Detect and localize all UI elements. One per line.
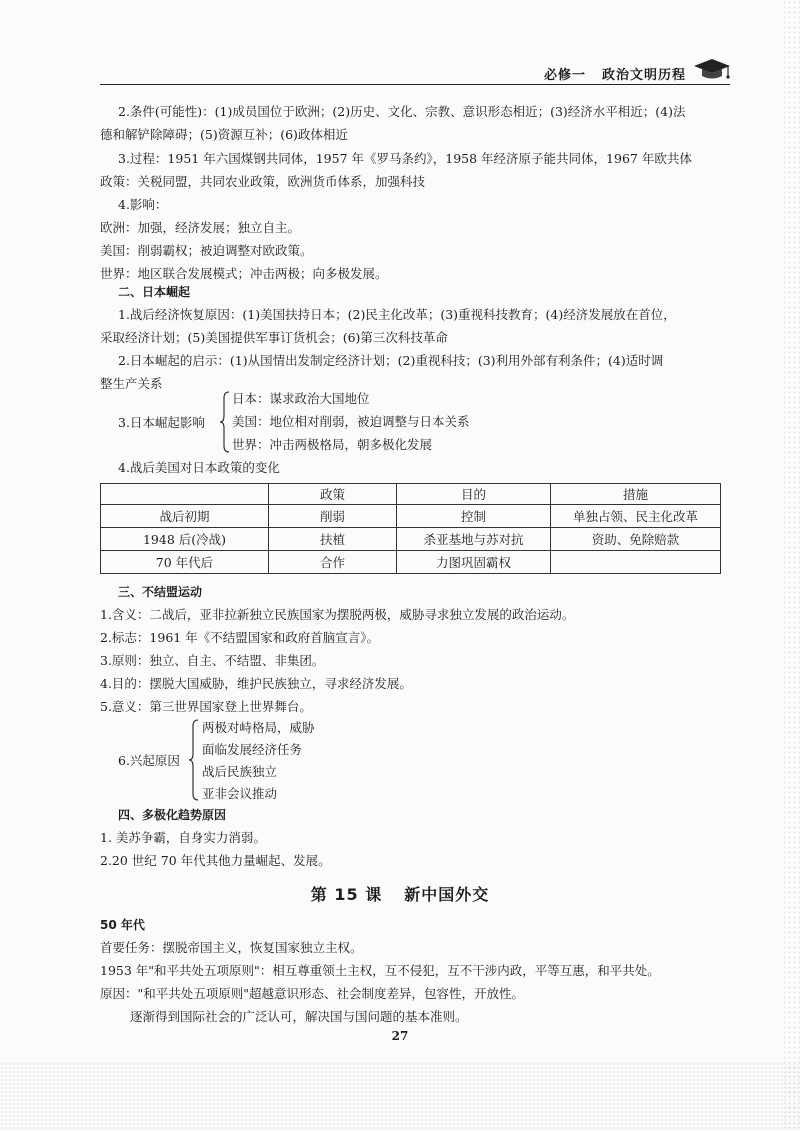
- text-line: 2.20 世纪 70 年代其他力量崛起、发展。: [100, 853, 331, 868]
- table-cell: 单独占领、民主化改革: [551, 505, 721, 528]
- scan-noise: [0, 1062, 800, 1131]
- table-row: [101, 505, 721, 528]
- text-line: 4.影响：: [118, 197, 168, 212]
- text-line: 采取经济计划；(5)美国提供军事订货机会；(6)第三次科技革命: [100, 330, 448, 345]
- table-cell: 扶植: [269, 528, 397, 551]
- table-cell: 杀亚基地与苏对抗: [397, 528, 551, 551]
- lesson-title: [0, 882, 800, 905]
- lesson-name: 新中国外交: [404, 885, 490, 904]
- table-header-cell: 目的: [397, 484, 551, 505]
- header-course: 政治文明历程: [601, 68, 686, 83]
- lesson-number: 第 15 课: [310, 885, 383, 904]
- header-text: [544, 64, 686, 83]
- table-cell: 合作: [269, 551, 397, 574]
- table-header-row: [101, 484, 721, 505]
- page-number: 27: [391, 1029, 409, 1043]
- text-line: 原因："和平共处五项原则"超越意识形态、社会制度差异，包容性，开放性。: [100, 986, 525, 1001]
- text-line: 政策：关税同盟，共同农业政策，欧洲货币体系，加强科技: [100, 174, 426, 189]
- brace-icon: [219, 390, 231, 454]
- table-cell: 70 年代后: [101, 551, 269, 574]
- text-line: 逐渐得到国际社会的广泛认可，解决国与国问题的基本准则。: [130, 1009, 468, 1024]
- table-cell: 资助、免除赔款: [551, 528, 721, 551]
- text-line: 1.战后经济恢复原因：(1)美国扶持日本；(2)民主化改革；(3)重视科技教育；(4)经济发展放在首位，: [118, 307, 676, 322]
- us-japan-policy-table: [100, 483, 721, 574]
- text-line: 2.条件(可能性)：(1)成员国位于欧洲；(2)历史、文化、宗教、意识形态相近；(3)经济水平相近；(4)法: [118, 104, 686, 119]
- table-header-cell: [101, 484, 269, 505]
- section-heading: 二、日本崛起: [118, 285, 191, 299]
- table-cell: 战后初期: [101, 505, 269, 528]
- text-line: 5.意义：第三世界国家登上世界舞台。: [100, 699, 312, 714]
- brace-item: 面临发展经济任务: [202, 742, 303, 757]
- text-line: 4.目的：摆脱大国威胁，维护民族独立，寻求经济发展。: [100, 676, 412, 691]
- text-line: 1.含义：二战后，亚非拉新独立民族国家为摆脱两极，威胁寻求独立发展的政治运动。: [100, 607, 575, 622]
- text-line: 世界：地区联合发展模式；冲击两极；向多极发展。: [100, 266, 388, 281]
- table-row: [101, 551, 721, 574]
- table-cell: 削弱: [269, 505, 397, 528]
- brace-item: 美国：地位相对削弱，被迫调整与日本关系: [232, 414, 470, 429]
- table-cell: 控制: [397, 505, 551, 528]
- brace-label: 6.兴起原因: [118, 753, 180, 768]
- brace-item: 亚非会议推动: [202, 786, 278, 801]
- text-line: 2.日本崛起的启示：(1)从国情出发制定经济计划；(2)重视科技；(3)利用外部有利条件；(4)适时调: [118, 353, 664, 368]
- brace-item: 日本：谋求政治大国地位: [232, 391, 370, 406]
- table-cell: [551, 551, 721, 574]
- text-line: 美国：削弱霸权；被迫调整对欧政策。: [100, 243, 313, 258]
- text-line: 1. 美苏争霸，自身实力消弱。: [100, 830, 266, 845]
- section-heading: 四、多极化趋势原因: [118, 808, 227, 822]
- text-line: 4.战后美国对日本政策的变化: [118, 460, 280, 475]
- table-cell: 力图巩固霸权: [397, 551, 551, 574]
- brace-item: 两极对峙格局，威胁: [202, 720, 315, 735]
- brace-item: 世界：冲击两极格局，朝多极化发展: [232, 437, 433, 452]
- text-line: 整生产关系: [100, 376, 163, 391]
- table-row: [101, 528, 721, 551]
- graduation-cap-icon: [692, 56, 732, 82]
- text-line: 2.标志：1961 年《不结盟国家和政府首脑宣言》。: [100, 630, 379, 645]
- text-line: 3.过程：1951 年六国煤钢共同体，1957 年《罗马条约》，1958 年经济原子能共同体，1967 年欧共体: [118, 151, 692, 166]
- header-module: 必修一: [543, 68, 586, 83]
- table-cell: 1948 后(冷战): [101, 528, 269, 551]
- brace-item: 战后民族独立: [202, 764, 278, 779]
- section-heading: 三、不结盟运动: [118, 585, 203, 599]
- running-header: [100, 62, 730, 85]
- table-header-cell: 政策: [269, 484, 397, 505]
- text-line: 首要任务：摆脱帝国主义，恢复国家独立主权。: [100, 940, 363, 955]
- scan-edge: [782, 0, 800, 1131]
- brace-icon: [188, 718, 200, 802]
- text-line: 1953 年"和平共处五项原则"：相互尊重领土主权，互不侵犯，互不干涉内政，平等互惠，和平共处。: [100, 963, 660, 978]
- text-line: 德和解铲除障碍；(5)资源互补；(6)政体相近: [100, 127, 348, 142]
- text-line: 3.原则：独立、自主、不结盟、非集团。: [100, 653, 325, 668]
- text-line: 欧洲：加强，经济发展；独立自主。: [100, 220, 301, 235]
- brace-label: 3.日本崛起影响: [118, 415, 205, 430]
- table-header-cell: 措施: [551, 484, 721, 505]
- section-heading: 50 年代: [100, 918, 145, 932]
